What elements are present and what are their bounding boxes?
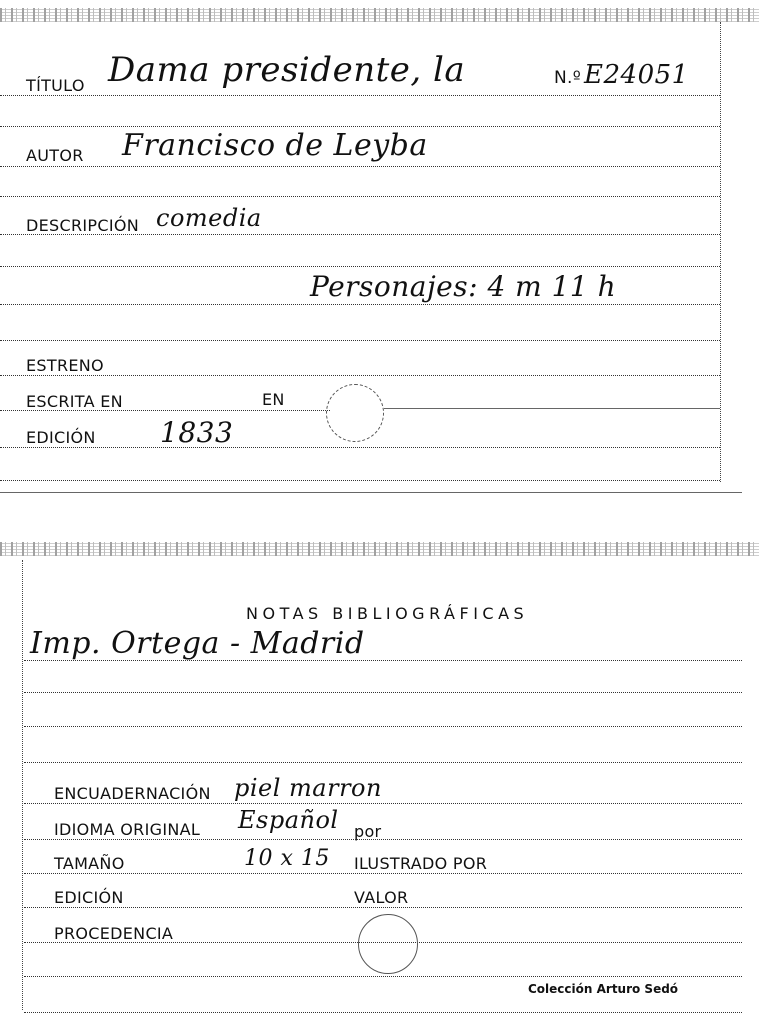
blank-rule xyxy=(0,266,720,267)
card-back-bottom-rule xyxy=(24,1012,742,1013)
descripcion-rule xyxy=(0,234,720,235)
blank-rule xyxy=(0,126,720,127)
card-back-top-edge xyxy=(0,542,759,556)
notas-rule xyxy=(24,660,742,661)
encuadernacion-rule xyxy=(24,803,742,804)
ilustrado-label: ILUSTRADO POR xyxy=(354,854,488,873)
escrita-en-rule-right xyxy=(384,408,720,409)
numero-value: E24051 xyxy=(584,60,689,90)
edicion-label: EDICIÓN xyxy=(26,428,96,447)
descripcion-label: DESCRIPCIÓN xyxy=(26,216,139,235)
estreno-rule xyxy=(0,375,720,376)
tamano-label: TAMAÑO xyxy=(54,854,125,873)
valor-label: VALOR xyxy=(354,888,409,907)
escrita-en-rule xyxy=(0,410,330,411)
procedencia-label: PROCEDENCIA xyxy=(54,924,174,943)
notas-value: Imp. Ortega - Madrid xyxy=(30,626,365,661)
edicion-back-label: EDICIÓN xyxy=(54,888,124,907)
blank-rule xyxy=(0,196,720,197)
blank-rule xyxy=(24,976,742,977)
edicion-value: 1833 xyxy=(160,416,234,449)
personajes-rule xyxy=(0,304,720,305)
encuadernacion-label: ENCUADERNACIÓN xyxy=(54,784,211,803)
por-label: por xyxy=(354,822,382,841)
blank-rule xyxy=(24,692,742,693)
notas-heading: NOTAS BIBLIOGRÁFICAS xyxy=(246,604,529,623)
card-front-edge xyxy=(0,492,742,493)
escrita-en-label: ESCRITA EN xyxy=(26,392,123,411)
stamp-circle xyxy=(358,914,418,974)
personajes-value: Personajes: 4 m 11 h xyxy=(310,270,617,303)
en-label: EN xyxy=(262,390,285,409)
tamano-value: 10 x 15 xyxy=(244,846,330,871)
titulo-value: Dama presidente, la xyxy=(108,50,466,90)
blank-rule xyxy=(24,726,742,727)
idioma-value: Español xyxy=(238,806,339,834)
stamp-circle xyxy=(326,384,384,442)
edicion-back-rule xyxy=(24,907,742,908)
card-front-right-edge xyxy=(720,22,721,482)
autor-label: AUTOR xyxy=(26,146,84,165)
blank-rule xyxy=(24,762,742,763)
autor-value: Francisco de Leyba xyxy=(122,128,428,163)
titulo-label: TÍTULO xyxy=(26,76,85,95)
encuadernacion-value: piel marron xyxy=(234,774,382,802)
idioma-rule xyxy=(24,839,742,840)
collection-credit: Colección Arturo Sedó xyxy=(528,982,679,996)
estreno-label: ESTRENO xyxy=(26,356,104,375)
blank-rule xyxy=(0,340,720,341)
titulo-rule xyxy=(0,95,720,96)
card-top-edge xyxy=(0,8,759,22)
autor-rule xyxy=(0,166,720,167)
card-front-bottom-rule xyxy=(0,480,720,481)
descripcion-value: comedia xyxy=(156,204,262,232)
idioma-label: IDIOMA ORIGINAL xyxy=(54,820,201,839)
edicion-rule xyxy=(0,447,720,448)
numero-label: N.º xyxy=(554,68,582,88)
tamano-rule xyxy=(24,873,742,874)
card-back-left-edge xyxy=(22,560,23,1010)
